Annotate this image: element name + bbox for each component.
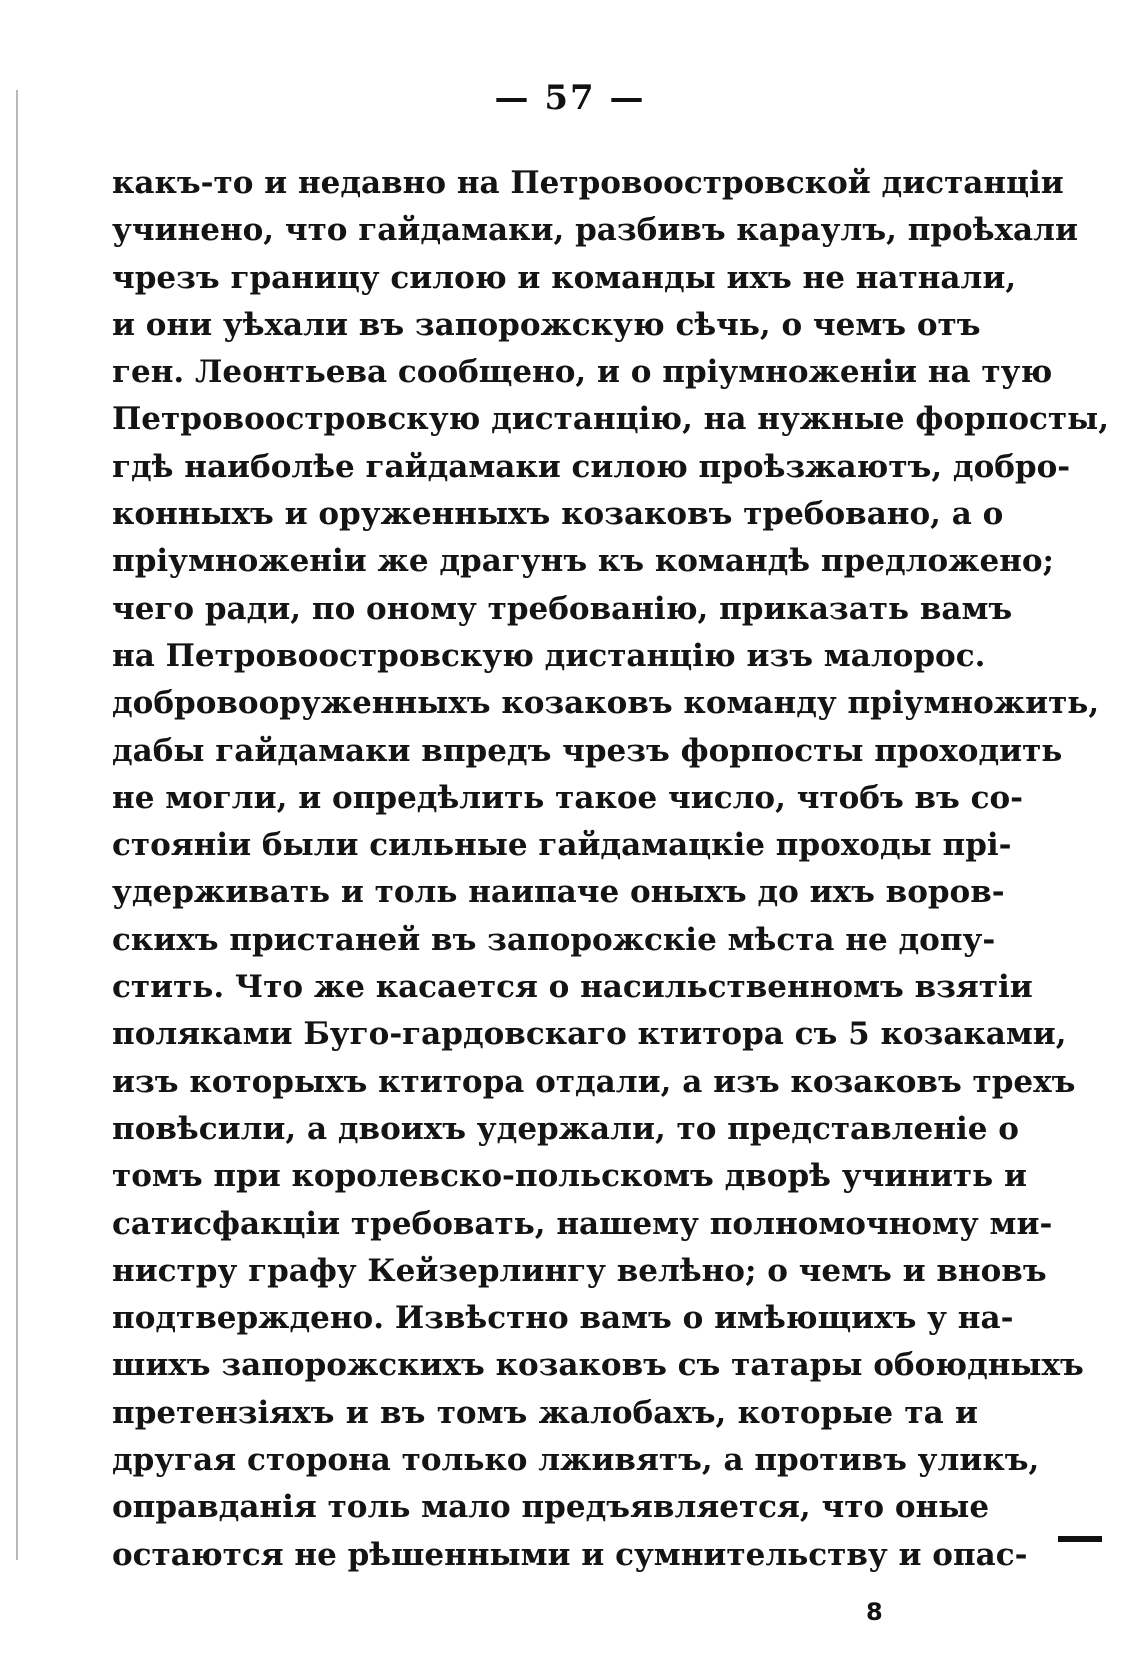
text-line: пріумноженіи же драгунъ къ командѣ предложено; <box>112 543 1055 580</box>
text-line: сатисфакціи требовать, нашему полномочному ми- <box>112 1205 1053 1242</box>
text-line: на Петровоостровскую дистанцію изъ малорос. <box>112 637 986 674</box>
text-line: и они уѣхали въ запорожскую сѣчь, о чемъ отъ <box>112 306 981 343</box>
scan-edge-shadow <box>16 90 18 1560</box>
margin-dash <box>1058 1536 1102 1542</box>
text-line: дабы гайдамаки впредъ чрезъ форпосты проходить <box>112 732 1063 769</box>
text-line: оправданія толь мало предъявляется, что оные <box>112 1489 990 1526</box>
body-text <box>112 160 1109 1579</box>
text-line: учинено, что гайдамаки, разбивъ караулъ, проѣхали <box>112 212 1078 249</box>
text-line: остаются не рѣшенными и сумнительству и опас- <box>112 1536 1028 1573</box>
text-line: ген. Леонтьева сообщено, и о пріумноженіи на тую <box>112 354 1053 391</box>
text-line: Петровоостровскую дистанцію, на нужные форпосты, <box>112 401 1109 438</box>
text-line: томъ при королевско-польскомъ дворѣ учинить и <box>112 1158 1027 1195</box>
text-line: добровооруженныхъ козаковъ команду пріумножить, <box>112 685 1100 722</box>
text-line: какъ-то и недавно на Петровоостровской дистанціи <box>112 165 1064 201</box>
text-line: поляками Буго-гардовскаго ктитора съ 5 козаками, <box>112 1016 1067 1053</box>
page-number: — 57 — <box>494 78 646 118</box>
text-line: стить. Что же касается о насильственномъ взятіи <box>112 969 1033 1006</box>
text-line: подтверждено. Извѣстно вамъ о имѣющихъ у на- <box>112 1300 1014 1337</box>
signature-mark: 8 <box>866 1598 883 1626</box>
text-line: нистру графу Кейзерлингу велѣно; о чемъ и вновъ <box>112 1252 1047 1289</box>
text-line: удерживать и толь наипаче оныхъ до ихъ воров- <box>112 874 1005 911</box>
text-line: конныхъ и оруженныхъ козаковъ требовано, а о <box>112 496 1004 533</box>
text-line: повѣсили, а двоихъ удержали, то представленіе о <box>112 1110 1019 1147</box>
text-line: скихъ пристаней въ запорожскіе мѣста не допу- <box>112 921 996 958</box>
text-line: чрезъ границу силою и команды ихъ не натнали, <box>112 259 1017 296</box>
text-line: чего ради, по оному требованію, приказать вамъ <box>112 590 1013 627</box>
text-line: не могли, и опредѣлить такое число, чтобъ въ со- <box>112 779 1024 816</box>
text-line: изъ которыхъ ктитора отдали, а изъ козаковъ трехъ <box>112 1063 1076 1100</box>
text-line: претензіяхъ и въ томъ жалобахъ, которые та и <box>112 1394 978 1431</box>
text-line: стояніи были сильные гайдамацкіе проходы прі- <box>112 827 1012 864</box>
text-line: другая сторона только лживятъ, а противъ уликъ, <box>112 1442 1040 1479</box>
text-line: гдѣ наиболѣе гайдамаки силою проѣзжаютъ, добро- <box>112 448 1071 485</box>
text-line: шихъ запорожскихъ козаковъ съ татары обоюдныхъ <box>112 1347 1084 1384</box>
